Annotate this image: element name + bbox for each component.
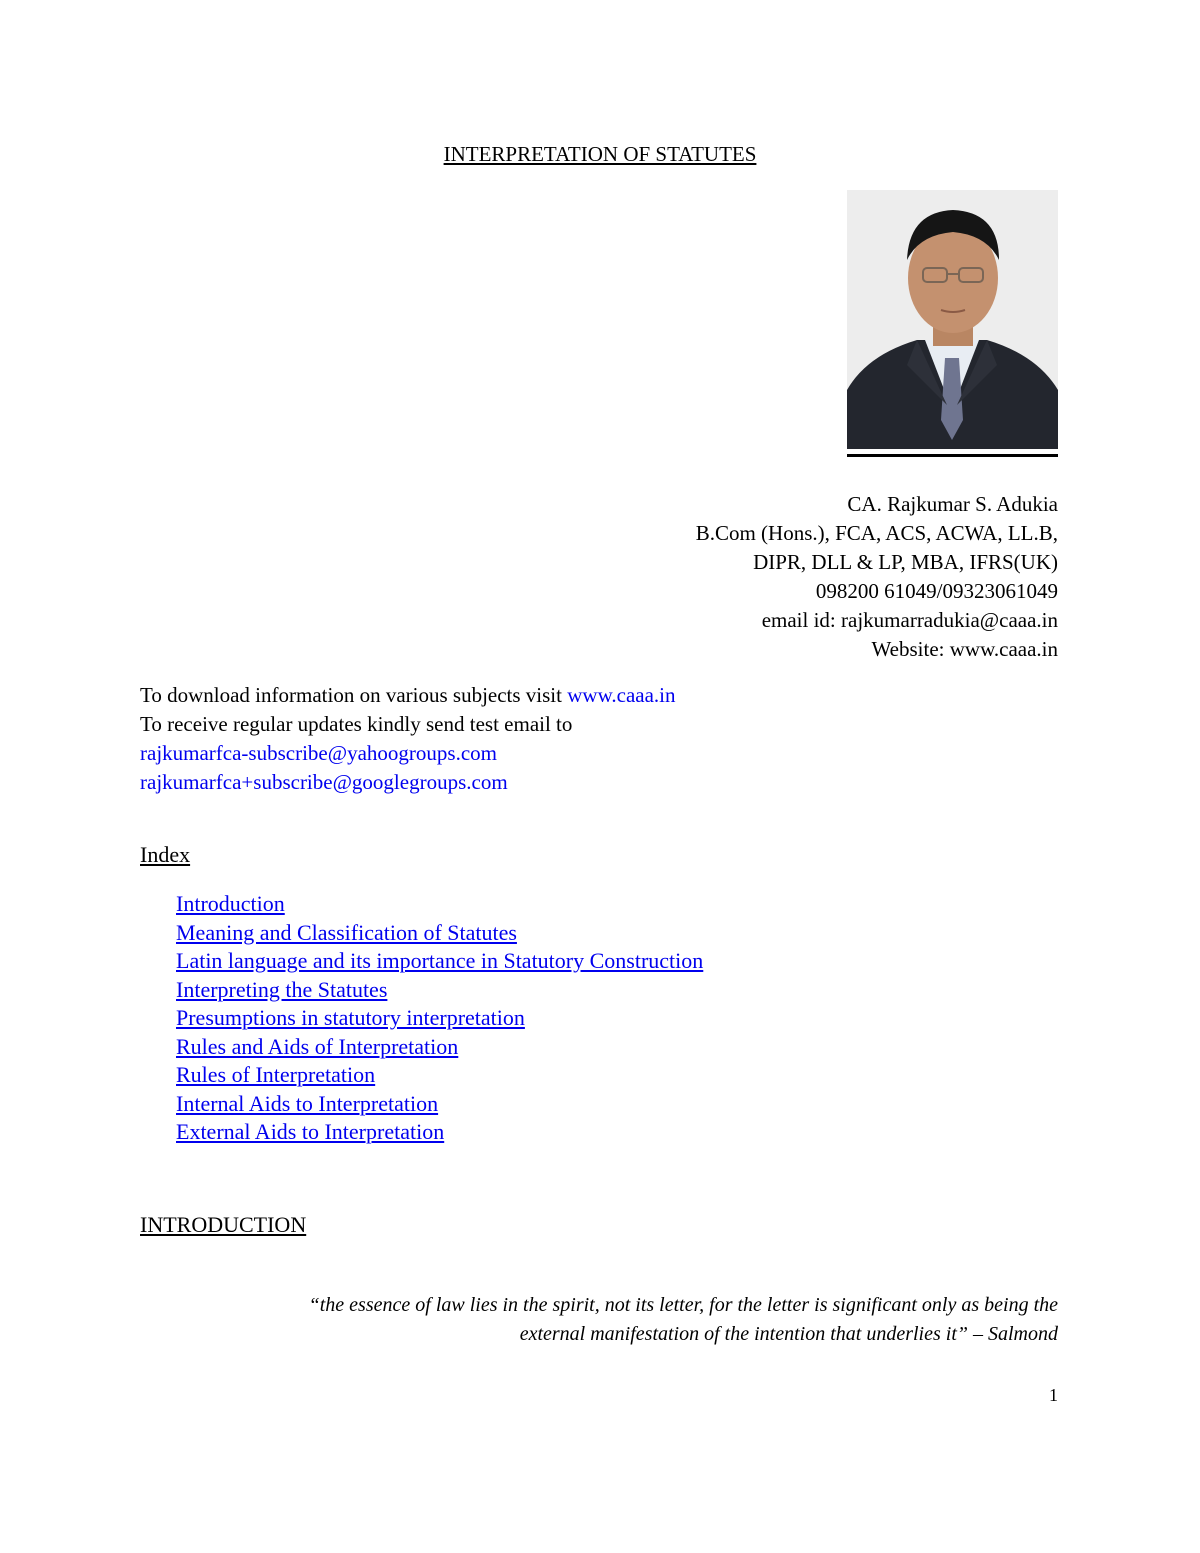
index-heading: Index [140,842,191,867]
salmond-quote [158,1291,1058,1349]
index-link-external-aids[interactable]: External Aids to Interpretation [176,1119,445,1144]
author-portrait-image [847,190,1058,449]
introduction-heading: INTRODUCTION [140,1212,307,1237]
page-number: 1 [1049,1385,1058,1405]
download-link[interactable]: www.caaa.in [567,683,676,707]
index-link-rules-and-aids[interactable]: Rules and Aids of Interpretation [176,1033,459,1059]
yahoo-subscribe-email-link[interactable]: rajkumarfca-subscribe@yahoogroups.com [140,741,497,765]
index-link-meaning-classification[interactable]: Meaning and Classification of Statutes [176,919,517,945]
quote-line-2: external manifestation of the intention that underlies it” – Salmond [519,1323,1058,1345]
photo-underline [847,454,1058,457]
index-link-introduction[interactable]: Introduction [176,891,285,916]
google-subscribe-email-link[interactable]: rajkumarfca+subscribe@googlegroups.com [140,770,508,794]
index-link-rules-of-interpretation[interactable]: Rules of Interpretation [176,1062,376,1087]
index-link-latin-language[interactable]: Latin language and its importance in Statutory Construction [176,948,704,973]
author-phone: 098200 61049/09323061049 [815,579,1058,603]
author-email: email id: rajkumarradukia@caaa.in [761,608,1058,632]
info-block [140,681,676,797]
index-link-internal-aids[interactable]: Internal Aids to Interpretation [176,1090,439,1116]
quote-line-1: “the essence of law lies in the spirit, not its letter, for the letter is significant only as being the [308,1294,1058,1316]
document-title: INTERPRETATION OF STATUTES [443,142,757,166]
author-photo [847,190,1058,449]
download-info-text: To download information on various subjects visit [140,683,568,707]
index-list [176,890,703,1147]
download-info-line [140,681,676,710]
updates-info-text: To receive regular updates kindly send test email to [140,712,573,736]
author-name: CA. Rajkumar S. Adukia [847,492,1058,516]
author-block [696,490,1058,664]
author-qualifications-line2: DIPR, DLL & LP, MBA, IFRS(UK) [753,550,1058,574]
author-qualifications-line1: B.Com (Hons.), FCA, ACS, ACWA, LL.B, [695,521,1058,545]
author-website: Website: www.caaa.in [871,637,1058,661]
index-link-interpreting-statutes[interactable]: Interpreting the Statutes [176,976,388,1002]
index-link-presumptions[interactable]: Presumptions in statutory interpretation [176,1005,525,1030]
